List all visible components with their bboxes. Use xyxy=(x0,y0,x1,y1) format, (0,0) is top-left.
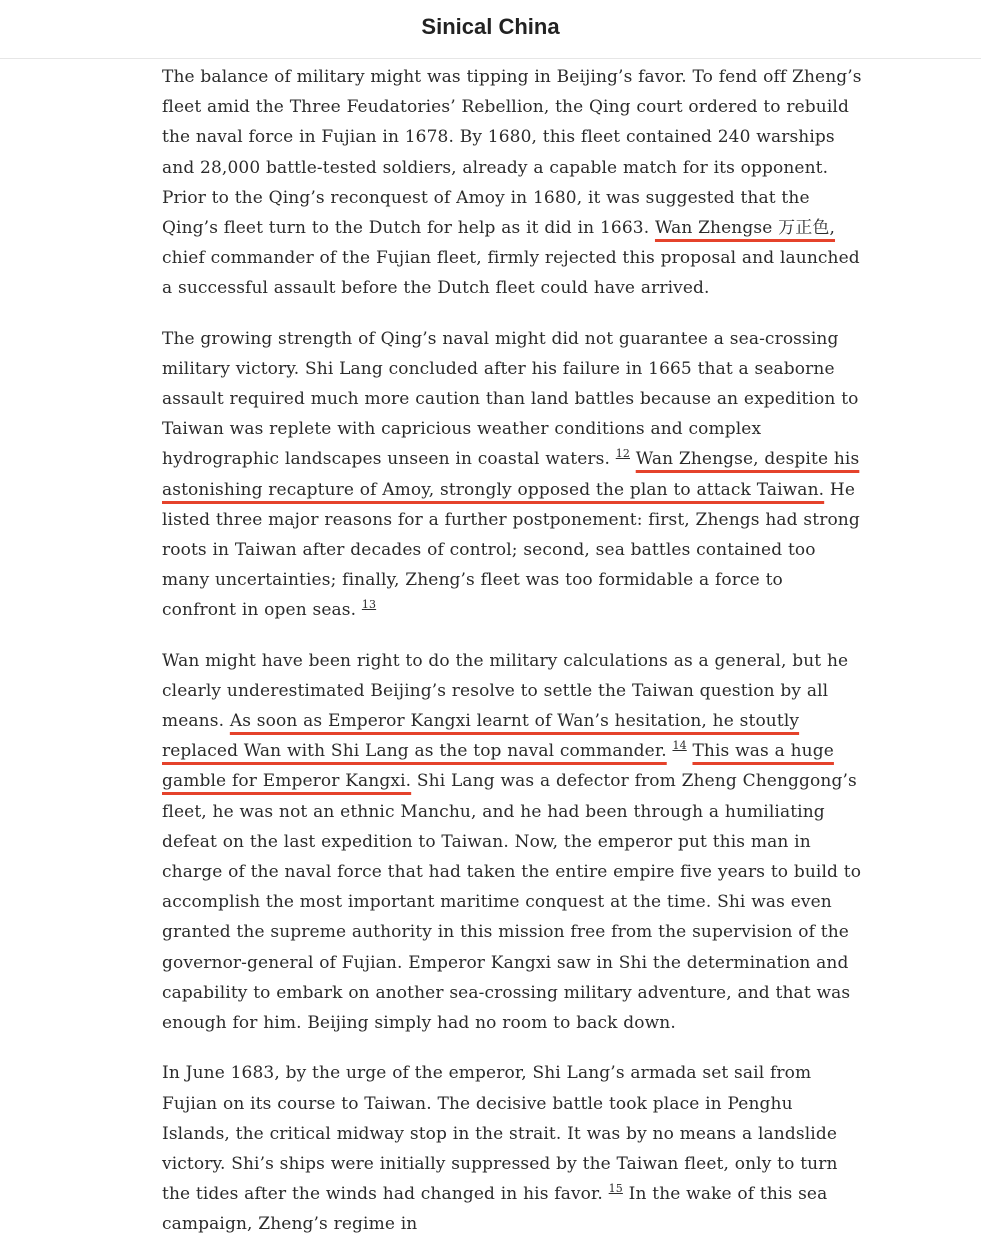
paragraph-text: He listed three major reasons for a further postponement: first, Zhengs had strong roots in Taiwan after decades of control; second, sea battles contained too many uncertainties; finally, Zheng’s fleet was too formidable a force to confront in open seas. xyxy=(162,479,860,621)
paragraph-3 xyxy=(162,646,862,1039)
paragraph-4 xyxy=(162,1058,862,1239)
highlighted-text: Wan Zhengse 万正色, xyxy=(654,218,836,239)
paragraph-1 xyxy=(162,62,862,304)
footnote-link-12[interactable]: 12 xyxy=(615,447,630,461)
highlighted-text: Wan Zhengse, despite his astonishing recapture of Amoy, strongly opposed the plan to attack Taiwan. xyxy=(162,449,860,500)
article-body xyxy=(162,62,862,1260)
footnote-link-13[interactable]: 13 xyxy=(361,598,377,612)
paragraph-text: chief commander of the Fujian fleet, firmly rejected this proposal and launched a successful assault before the Dutch fleet could have arrived. xyxy=(162,248,860,299)
paragraph-text: Shi Lang was a defector from Zheng Chenggong’s fleet, he was not an ethnic Manchu, and he had been through a humiliating defeat on the last expedition to Taiwan. Now, the emperor put this man in charge of the naval force that had taken the entire empire five years to build to accomplish the most important maritime conquest at the time. Shi was even granted the supreme authority in this mission free from the supervision of the governor-general of Fujian. Emperor Kangxi saw in Shi the determination and capability to embark on another sea-crossing military adventure, and that was enough for him. Beijing simply had no room to back down. xyxy=(162,771,862,1034)
paragraph-text: The growing strength of Qing’s naval might did not guarantee a sea-crossing military victory. Shi Lang concluded after his failure in 1665 that a seaborne assault required much more caution than land battles because an expedition to Taiwan was replete with capricious weather conditions and complex hydrographic landscapes unseen in coastal waters. xyxy=(162,328,859,470)
paragraph-2 xyxy=(162,324,862,626)
highlighted-text: As soon as Emperor Kangxi learnt of Wan’s hesitation, he stoutly replaced Wan with Shi Lang as the top naval commander. xyxy=(162,711,800,762)
footnote-link-15[interactable]: 15 xyxy=(608,1181,623,1195)
site-title[interactable]: Sinical China xyxy=(421,14,560,39)
footnote-link-14[interactable]: 14 xyxy=(672,739,687,753)
paragraph-text: In June 1683, by the urge of the emperor, Shi Lang’s armada set sail from Fujian on its course to Taiwan. The decisive battle took place in Penghu Islands, the critical midway stop in the strait. It was by no means a landslide victory. Shi’s ships were initially suppressed by the Taiwan fleet, only to turn the tides after the winds had changed in his favor. xyxy=(162,1063,838,1205)
paragraph-text: In the wake of this sea campaign, Zheng’s regime in xyxy=(162,1184,828,1235)
paragraph-text: The balance of military might was tipping in Beijing’s favor. To fend off Zheng’s fleet amid the Three Feudatories’ Rebellion, the Qing court ordered to rebuild the naval force in Fujian in 1678. By 1680, this fleet contained 240 warships and 28,000 battle-tested soldiers, already a capable match for its opponent. Prior to the Qing’s reconquest of Amoy in 1680, it was suggested that the Qing’s fleet turn to the Dutch for help as it did in 1663. xyxy=(162,67,862,239)
highlighted-text: This was a huge gamble for Emperor Kangxi. xyxy=(162,741,834,792)
paragraph-text: Wan might have been right to do the military calculations as a general, but he clearly underestimated Beijing’s resolve to settle the Taiwan question by all means. xyxy=(162,650,849,732)
site-header xyxy=(0,0,981,59)
